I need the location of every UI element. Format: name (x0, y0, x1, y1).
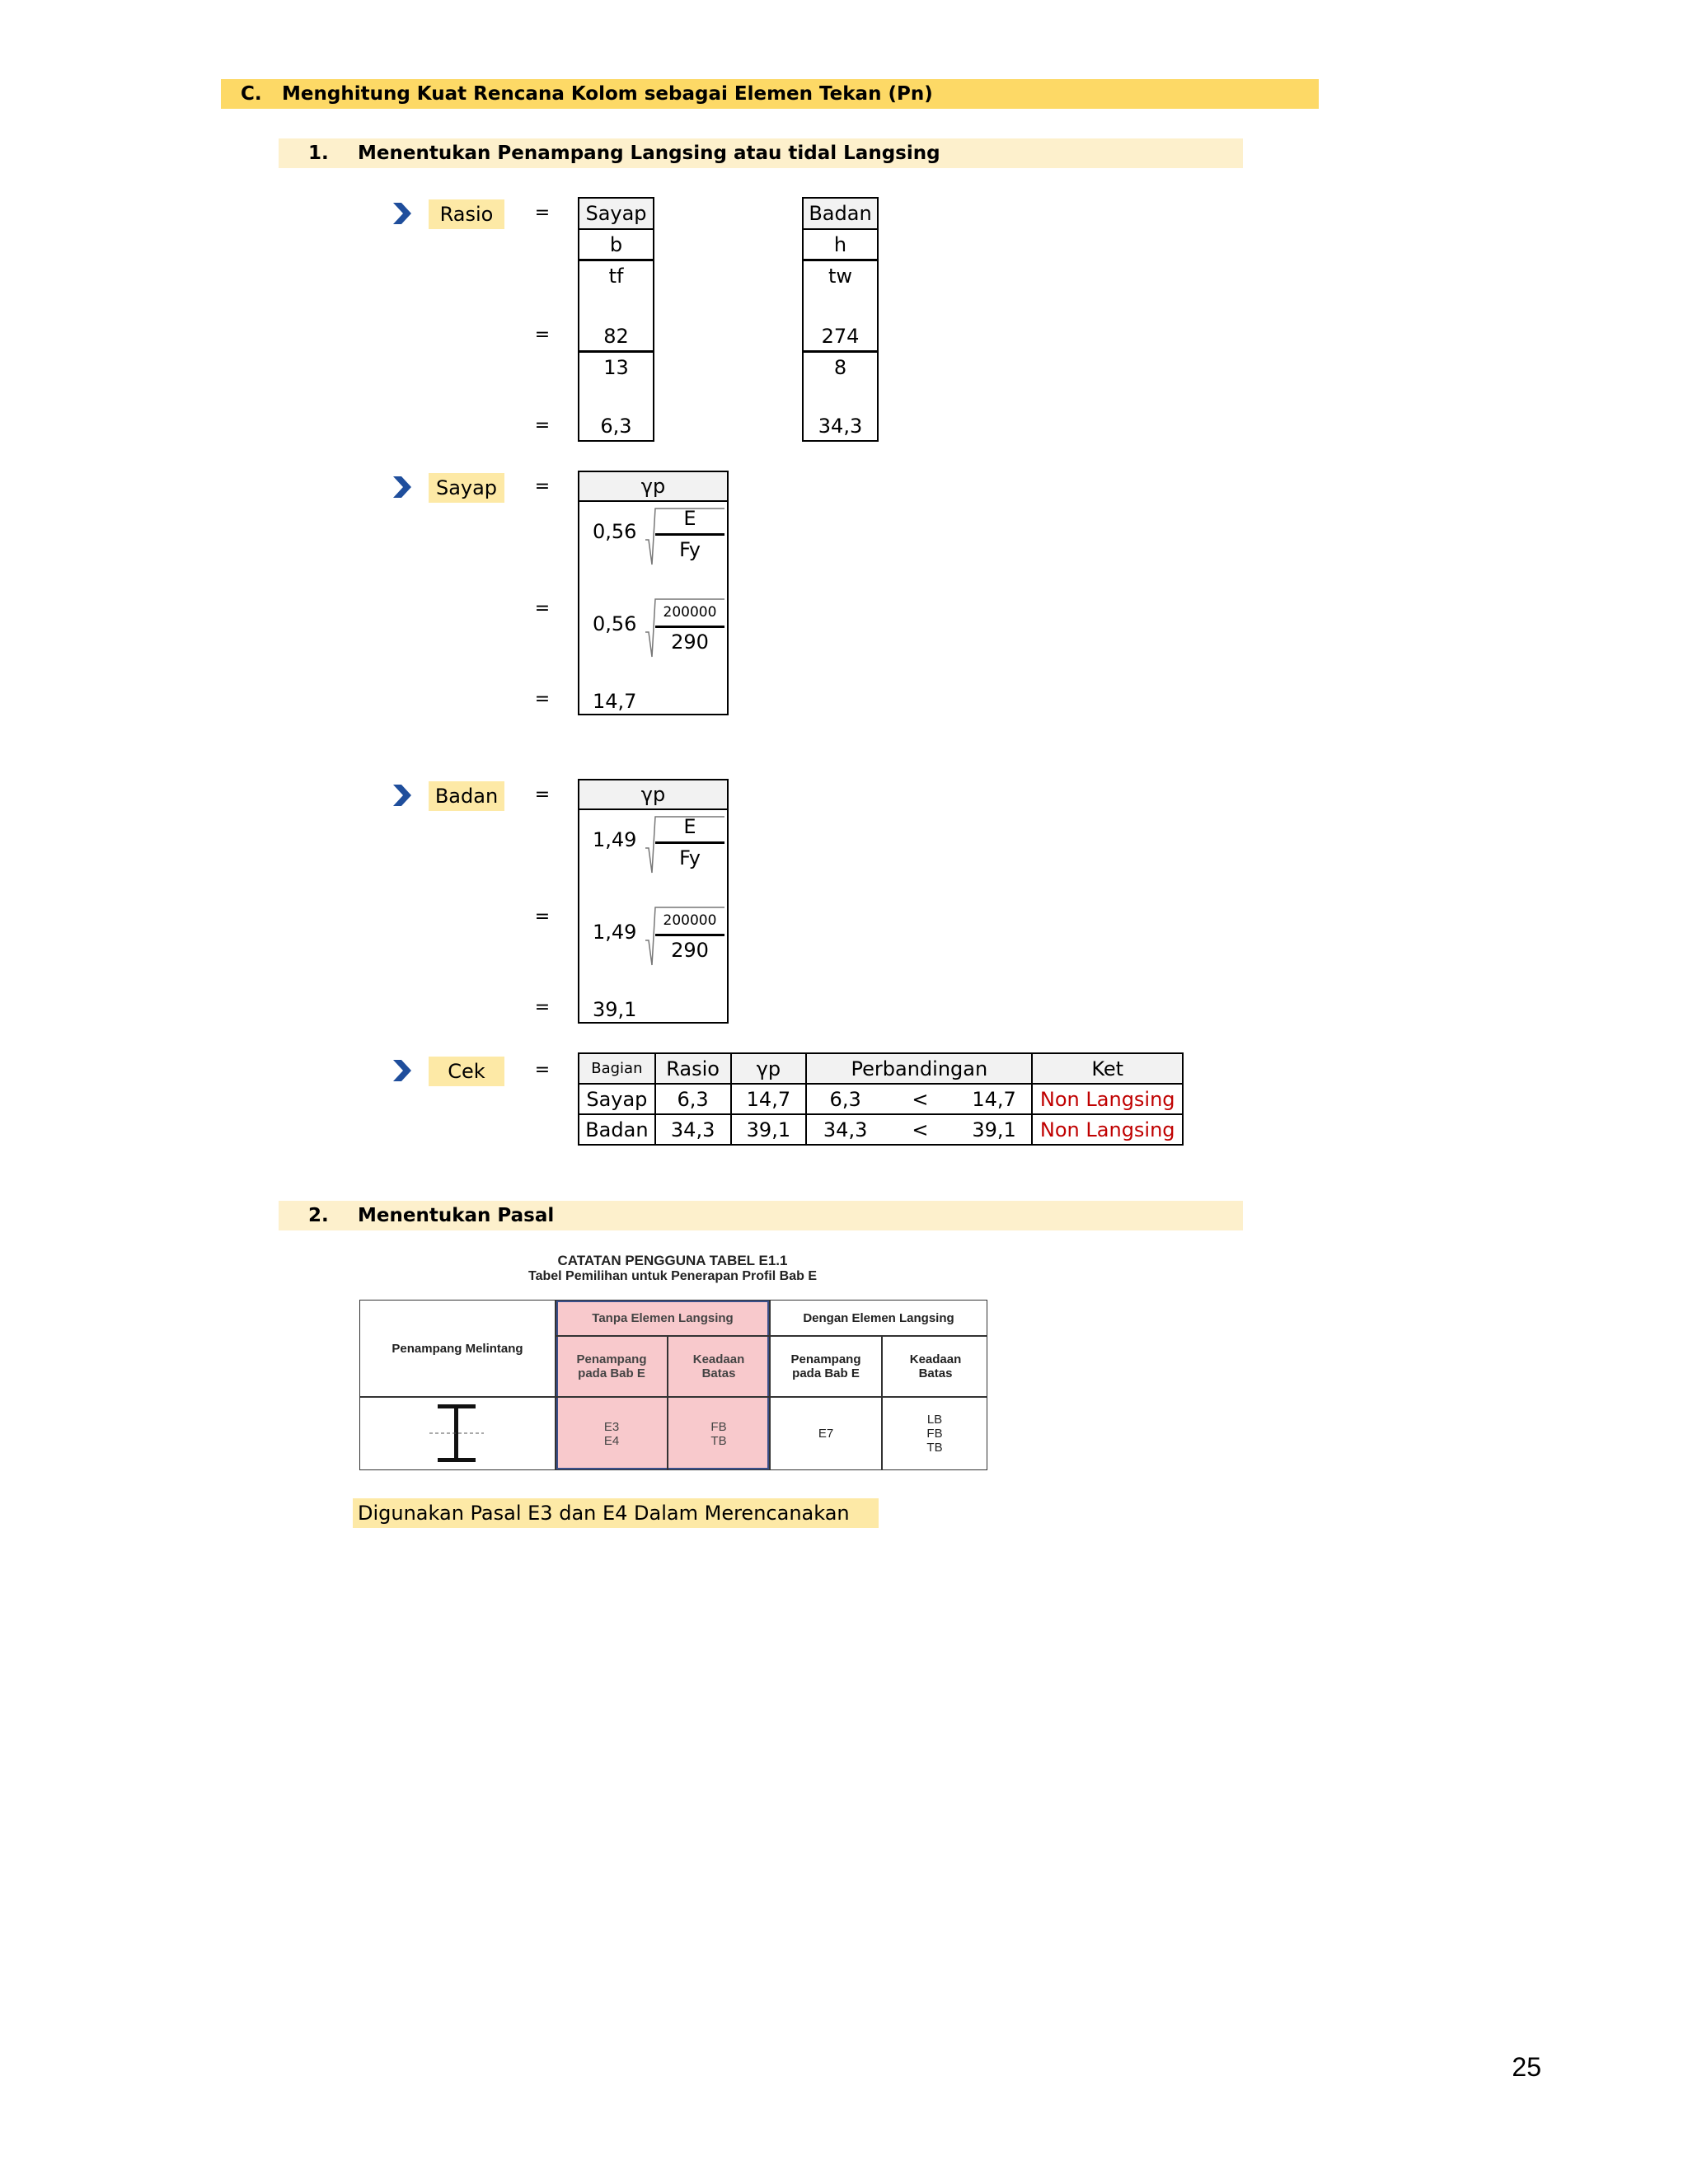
cek-compare-a: 34,3 (806, 1114, 884, 1145)
badan-yp-box (578, 779, 729, 1024)
rasio-badan-den-value: 8 (833, 356, 847, 379)
badan-Fy-symbol: Fy (679, 846, 701, 869)
equals-sign: = (534, 598, 551, 619)
i-beam-icon (429, 1403, 484, 1464)
sayap-coefficient: 0,56 (593, 520, 637, 543)
cek-header-bagian: Bagian (579, 1053, 655, 1084)
rasio-sayap-den-value: 13 (603, 356, 629, 379)
sayap-yp-result: 14,7 (593, 690, 637, 713)
table-row (579, 1114, 1183, 1145)
section-c-number: C. (241, 83, 262, 105)
rasio-label: Rasio (429, 199, 504, 229)
fraction-line (804, 259, 877, 261)
table-e11-sub-keadaan: Keadaan Batas (692, 1352, 745, 1380)
section-1-title: Menentukan Penampang Langsing atau tidal Langsing (358, 143, 940, 164)
rasio-badan-box (802, 197, 879, 442)
section-c-header (221, 79, 1319, 109)
equals-sign: = (534, 689, 551, 710)
fraction-line (655, 626, 724, 628)
cek-header-yp: γp (731, 1053, 807, 1084)
cek-header-ket: Ket (1032, 1053, 1183, 1084)
rasio-sayap-result: 6,3 (600, 415, 632, 438)
rasio-sayap-num-value: 82 (603, 325, 629, 348)
equals-sign: = (534, 907, 551, 927)
sayap-E-value: 200000 (663, 604, 717, 621)
sayap-coefficient-value: 0,56 (593, 612, 637, 635)
table-e11-tanpa-batas: FB TB (710, 1419, 727, 1448)
page-number: 25 (1512, 2052, 1541, 2082)
rasio-sayap-header: Sayap (579, 199, 653, 230)
equals-sign: = (534, 785, 551, 805)
chevron-icon (393, 1060, 411, 1081)
table-row (579, 1084, 1183, 1114)
sayap-label: Sayap (429, 473, 504, 503)
cek-header-row (579, 1053, 1183, 1084)
sayap-yp-box (578, 471, 729, 715)
badan-yp-result: 39,1 (593, 998, 637, 1021)
section-2-title: Menentukan Pasal (358, 1205, 555, 1226)
section-2-number: 2. (308, 1205, 329, 1226)
table-e11-sub-penampang: Penampang pada Bab E (576, 1352, 647, 1380)
fraction-line (655, 533, 724, 536)
cek-yp: 14,7 (731, 1084, 807, 1114)
rasio-sayap-num-symbol: b (609, 233, 623, 256)
badan-coefficient-value: 1,49 (593, 921, 637, 944)
rasio-sayap-den-symbol: tf (608, 265, 624, 288)
cek-operator: < (884, 1084, 957, 1114)
rasio-sayap-box (578, 197, 654, 442)
conclusion-text: Digunakan Pasal E3 dan E4 Dalam Merencanakan (353, 1498, 879, 1528)
fraction-line (655, 934, 724, 936)
equals-sign: = (534, 325, 551, 345)
cek-rasio: 34,3 (655, 1114, 731, 1145)
equals-sign: = (534, 997, 551, 1018)
table-e11-title: CATATAN PENGGUNA TABEL E1.1 (557, 1253, 788, 1268)
table-e11-dengan-batas: LB FB TB (926, 1413, 943, 1455)
table-e11-subtitle: Tabel Pemilihan untuk Penerapan Profil Bab E (528, 1269, 817, 1283)
cek-bagian: Sayap (579, 1084, 655, 1114)
sayap-Fy-value: 290 (671, 630, 709, 654)
table-e11-tanpa-pasal: E3 E4 (603, 1419, 620, 1448)
rasio-badan-num-value: 274 (821, 325, 860, 348)
section-2-header (279, 1201, 1243, 1230)
table-e11-col-penampang: Penampang Melintang (392, 1341, 523, 1356)
cek-table (578, 1052, 1184, 1146)
cek-rasio: 6,3 (655, 1084, 731, 1114)
rasio-badan-num-symbol: h (833, 233, 847, 256)
badan-label: Badan (429, 781, 504, 811)
rasio-badan-result: 34,3 (818, 415, 863, 438)
cek-compare-b: 14,7 (957, 1084, 1033, 1114)
rasio-badan-header: Badan (804, 199, 877, 230)
fraction-line (579, 259, 653, 261)
sayap-Fy-symbol: Fy (679, 538, 701, 561)
badan-E-value: 200000 (663, 912, 717, 929)
fraction-line (804, 350, 877, 353)
equals-sign: = (534, 203, 551, 223)
cek-bagian: Badan (579, 1114, 655, 1145)
badan-yp-header: γp (579, 780, 727, 810)
cek-yp: 39,1 (731, 1114, 807, 1145)
table-e11 (359, 1300, 987, 1470)
table-e11-sub-penampang: Penampang pada Bab E (790, 1352, 861, 1380)
section-1-header (279, 138, 1243, 168)
badan-Fy-value: 290 (671, 939, 709, 962)
equals-sign: = (534, 1060, 551, 1080)
cek-compare-b: 39,1 (957, 1114, 1033, 1145)
sayap-E-symbol: E (683, 507, 696, 530)
fraction-line (579, 350, 653, 353)
badan-coefficient: 1,49 (593, 828, 637, 851)
chevron-icon (393, 476, 411, 498)
table-e11-sub-keadaan: Keadaan Batas (909, 1352, 962, 1380)
fraction-line (655, 841, 724, 844)
cek-compare-a: 6,3 (806, 1084, 884, 1114)
table-e11-dengan-pasal: E7 (818, 1427, 834, 1441)
cek-header-perbandingan: Perbandingan (806, 1053, 1032, 1084)
chevron-icon (393, 785, 411, 806)
table-e11-group-tanpa: Tanpa Elemen Langsing (592, 1310, 734, 1325)
chevron-icon (393, 203, 411, 224)
equals-sign: = (534, 476, 551, 497)
cek-label: Cek (429, 1057, 504, 1086)
badan-E-symbol: E (683, 815, 696, 838)
equals-sign: = (534, 415, 551, 436)
cek-header-rasio: Rasio (655, 1053, 731, 1084)
section-c-title: Menghitung Kuat Rencana Kolom sebagai Elemen Tekan (Pn) (282, 83, 933, 105)
section-1-number: 1. (308, 143, 329, 164)
table-e11-group-dengan: Dengan Elemen Langsing (803, 1310, 954, 1325)
rasio-badan-den-symbol: tw (828, 265, 853, 288)
cek-ket: Non Langsing (1032, 1114, 1183, 1145)
cek-operator: < (884, 1114, 957, 1145)
sayap-yp-header: γp (579, 472, 727, 502)
cek-ket: Non Langsing (1032, 1084, 1183, 1114)
